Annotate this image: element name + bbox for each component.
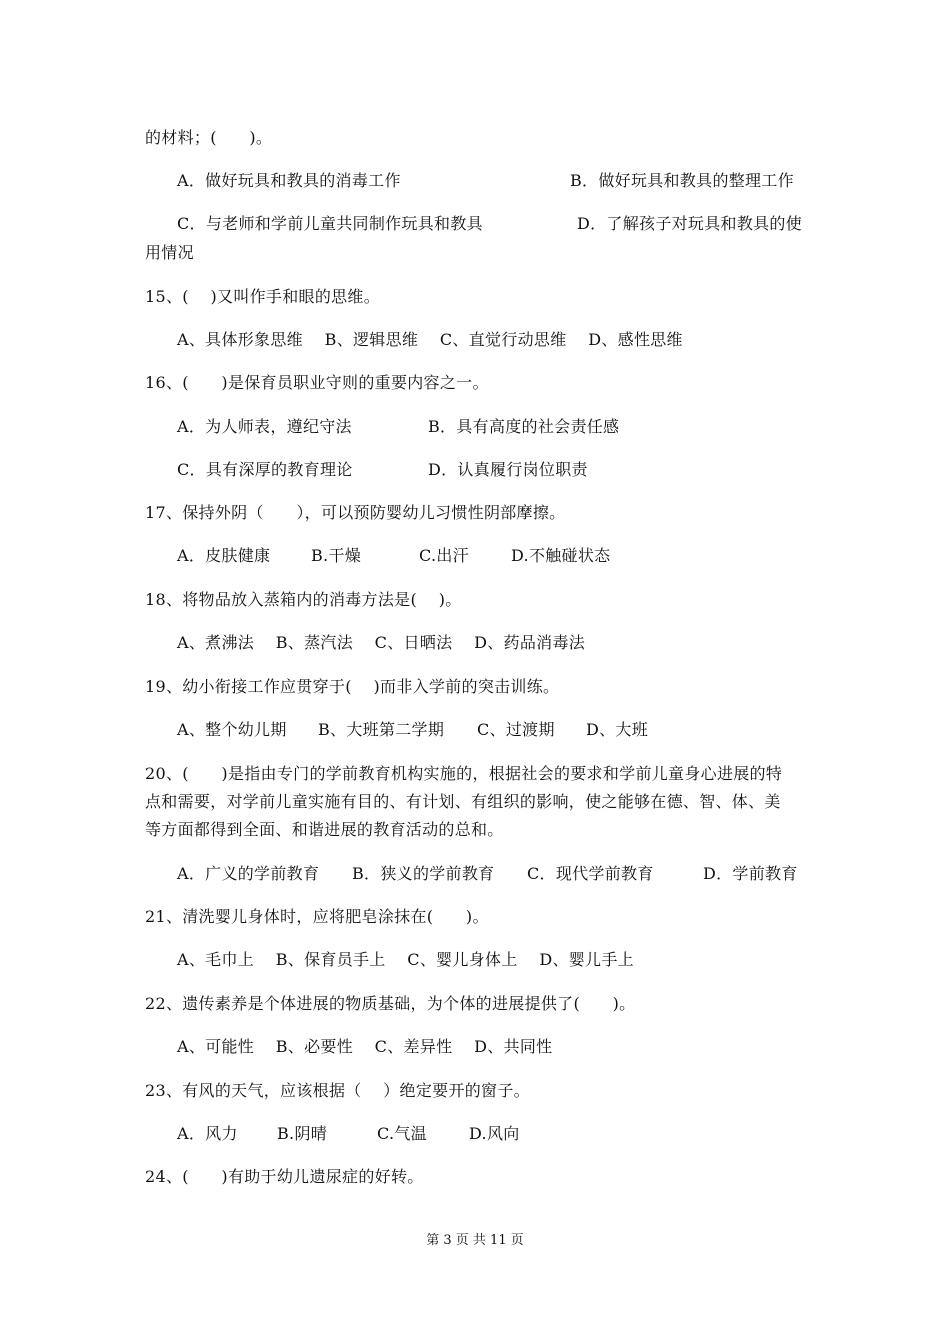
- option-d: D、大班: [586, 720, 649, 739]
- option-d: D．认真履行岗位职责: [428, 460, 588, 479]
- question-23: 23、有风的天气，应该根据（ ）绝定要开的窗子。: [145, 1081, 530, 1100]
- option-d: D．学前教育: [703, 864, 798, 883]
- question-18: 18、将物品放入蒸箱内的消毒方法是( )。: [145, 590, 462, 609]
- question-20-line-3: 等方面都得到全面、和谐进展的教育活动的总和。: [145, 820, 504, 839]
- option-c: C.出汗: [419, 546, 469, 565]
- option-c: C．现代学前教育: [527, 864, 654, 883]
- option-d-continued: 用情况: [145, 243, 194, 262]
- option-a: A．做好玩具和教具的消毒工作: [177, 171, 401, 190]
- option-c: C、过渡期: [477, 720, 555, 739]
- page-footer: 第 3 页 共 11 页: [426, 1233, 524, 1248]
- question-21: 21、清洗婴儿身体时，应将肥皂涂抹在( )。: [145, 907, 489, 926]
- question-20-line-2: 点和需要，对学前儿童实施有目的、有计划、有组织的影响，使之能够在德、智、体、美: [145, 792, 781, 811]
- option-d: D.风向: [469, 1124, 520, 1143]
- option-b: B．狭义的学前教育: [352, 864, 495, 883]
- option-d: D．了解孩子对玩具和教具的使: [577, 214, 803, 233]
- option-c: C．与老师和学前儿童共同制作玩具和教具: [177, 214, 483, 233]
- question-20: 20、( )是指由专门的学前教育机构实施的，根据社会的要求和学前儿童身心进展的特: [145, 764, 783, 783]
- question-15: 15、( )又叫作手和眼的思维。: [145, 287, 381, 306]
- question-18-options: A、煮沸法 B、蒸汽法 C、日晒法 D、药品消毒法: [177, 633, 586, 652]
- option-b: B.阴晴: [277, 1124, 328, 1143]
- option-a: A．为人师表，遵纪守法: [177, 417, 352, 436]
- option-b: B.干燥: [311, 546, 362, 565]
- option-a: A．广义的学前教育: [177, 864, 320, 883]
- option-a: A．皮肤健康: [177, 546, 271, 565]
- option-c: C．具有深厚的教育理论: [177, 460, 353, 479]
- question-24: 24、( )有助于幼儿遗尿症的好转。: [145, 1167, 424, 1186]
- question-16: 16、( )是保育员职业守则的重要内容之一。: [145, 373, 489, 392]
- question-21-options: A、毛巾上 B、保育员手上 C、婴儿身体上 D、婴儿手上: [177, 950, 634, 969]
- option-d: D.不触碰状态: [511, 546, 611, 565]
- question-15-options: A、具体形象思维 B、逻辑思维 C、直觉行动思维 D、感性思维: [177, 330, 683, 349]
- question-17: 17、保持外阴（ ），可以预防婴幼儿习惯性阴部摩擦。: [145, 503, 566, 522]
- question-22: 22、遗传素养是个体进展的物质基础，为个体的进展提供了( )。: [145, 994, 636, 1013]
- question-22-options: A、可能性 B、必要性 C、差异性 D、共同性: [177, 1037, 553, 1056]
- option-a: A、整个幼儿期: [177, 720, 287, 739]
- question-19: 19、幼小衔接工作应贯穿于( )而非入学前的突击训练。: [145, 677, 560, 696]
- option-b: B、大班第二学期: [318, 720, 445, 739]
- option-b: B．做好玩具和教具的整理工作: [570, 171, 794, 190]
- text-line: 的材料；( )。: [145, 128, 273, 147]
- option-b: B．具有高度的社会责任感: [428, 417, 620, 436]
- option-c: C.气温: [377, 1124, 427, 1143]
- option-a: A．风力: [177, 1124, 238, 1143]
